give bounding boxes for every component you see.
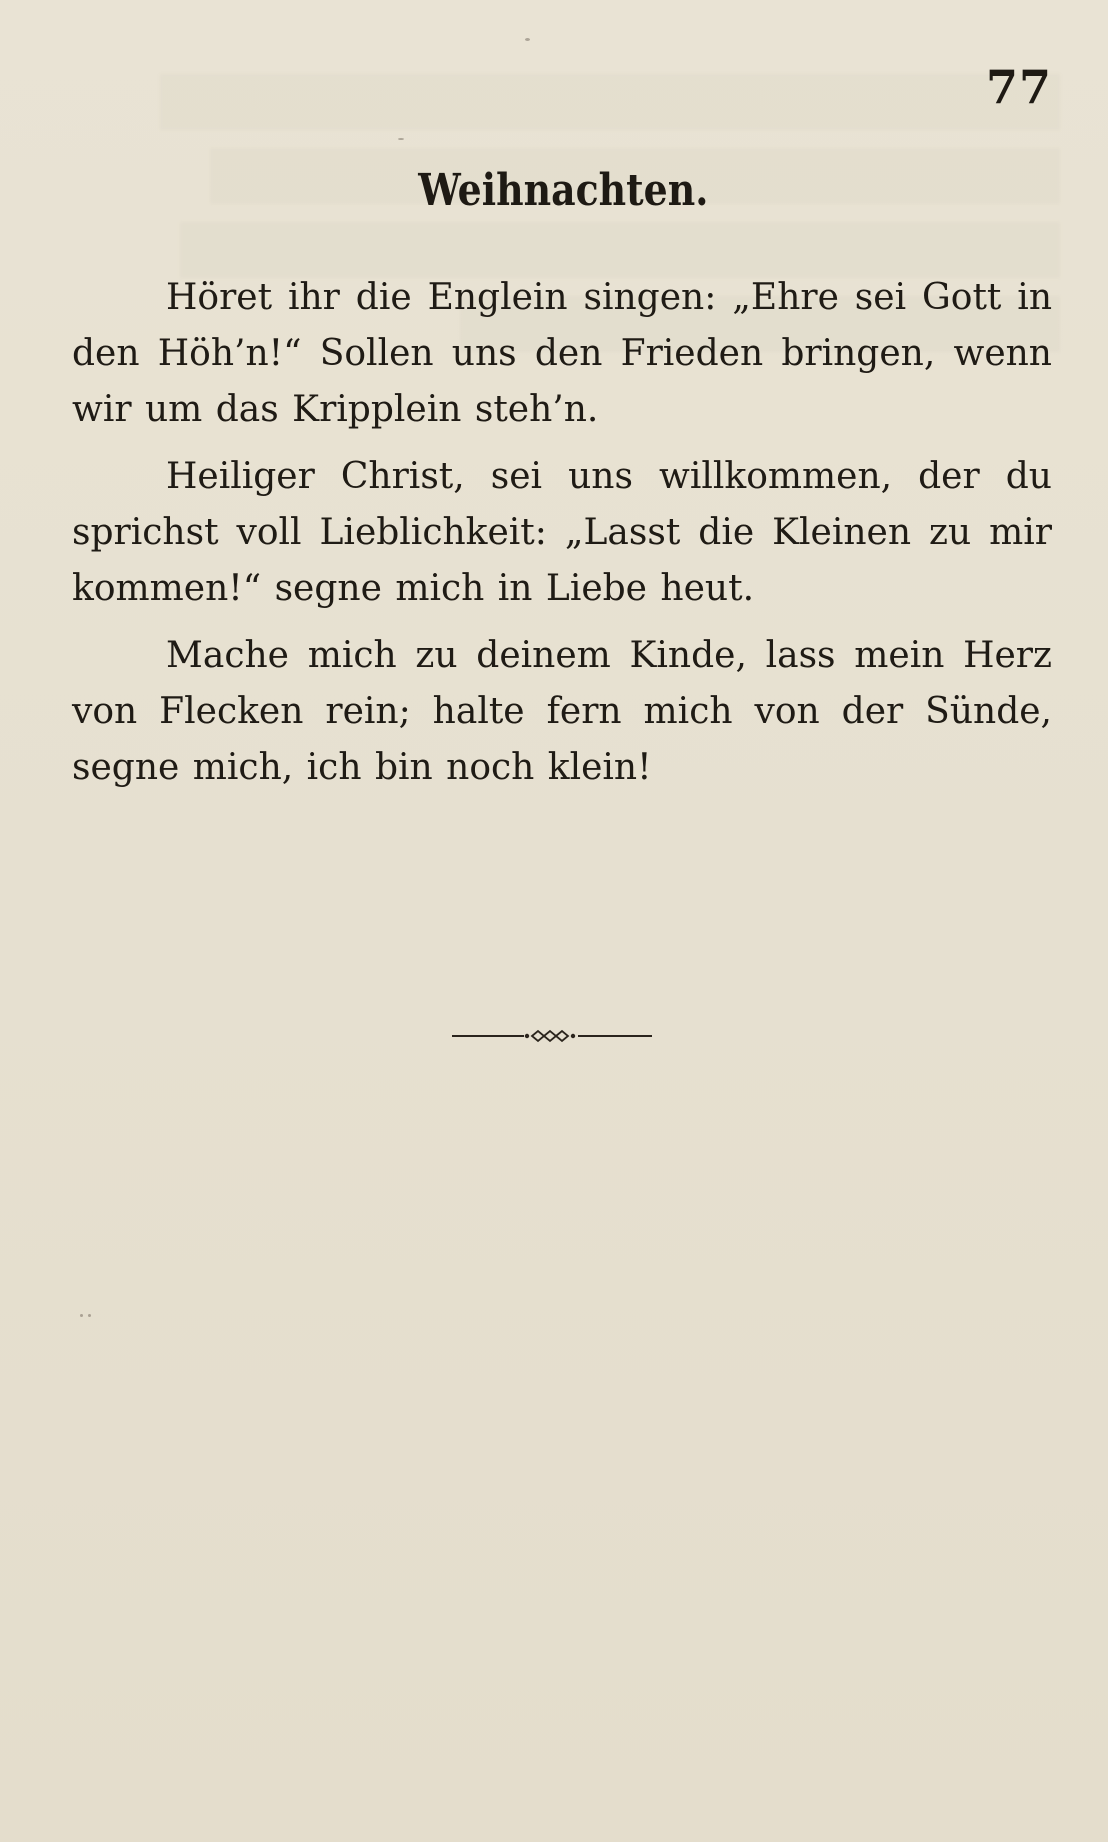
paragraph: Heiliger Christ, sei uns willkommen, der du sprichst voll Lieblichkeit: „Lasst die Kleinen zu mir kommen!“ segne mich in Liebe heut. [72,456,1052,609]
speck [525,38,530,41]
page-title: Weihnachten. [418,165,709,216]
section-divider-ornament [452,1028,652,1044]
page-number: 77 [985,60,1052,114]
speck [398,138,404,140]
speck [80,1314,83,1317]
speck [88,1314,91,1317]
paragraph: Höret ihr die Englein singen: „Ehre sei Gott in den Höh’n!“ Sollen uns den Frieden bringen, wenn wir um das Kripplein steh’n. [72,277,1052,430]
poem-body [72,270,1052,807]
paragraph: Mache mich zu deinem Kinde, lass mein Herz von Flecken rein; halte fern mich von der Sünde, segne mich, ich bin noch klein! [72,635,1052,788]
